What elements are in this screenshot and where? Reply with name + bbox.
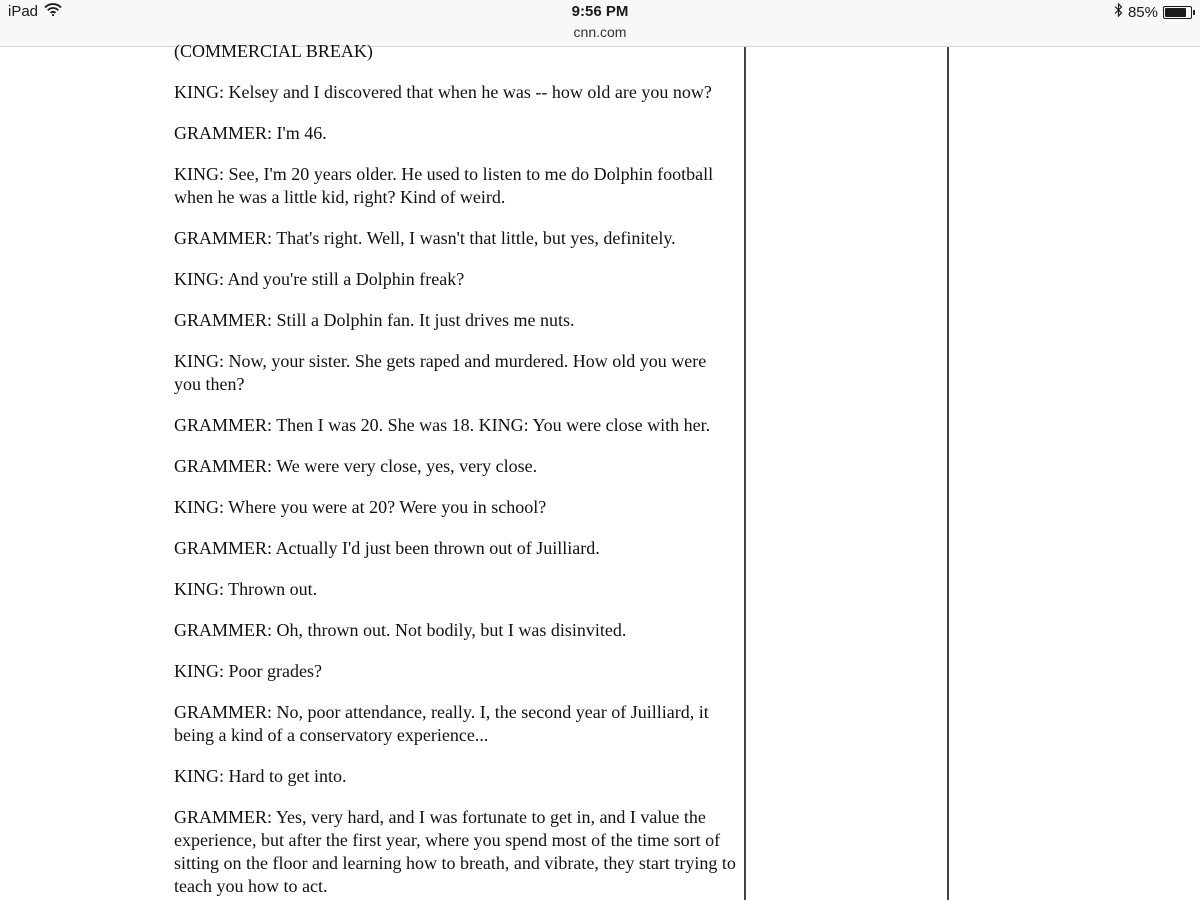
transcript-paragraph: KING: See, I'm 20 years older. He used to listen to me do Dolphin football when he was a little kid, right? Kind of weird. (174, 164, 714, 207)
transcript-paragraph: GRAMMER: Oh, thrown out. Not bodily, but I was disinvited. (174, 620, 627, 640)
transcript-paragraph: GRAMMER: No, poor attendance, really. I, the second year of Juilliard, it being a kind of a conservatory experience... (174, 702, 709, 745)
transcript-paragraph: GRAMMER: We were very close, yes, very close. (174, 456, 538, 476)
transcript-paragraph: KING: Where you were at 20? Were you in school? (174, 497, 547, 517)
transcript-paragraph: GRAMMER: Actually I'd just been thrown out of Juilliard. (174, 538, 600, 558)
battery-fill (1165, 8, 1186, 17)
column-divider-left (744, 47, 746, 900)
status-right (1114, 3, 1192, 21)
transcript-paragraph: KING: Poor grades? (174, 661, 322, 681)
transcript-paragraph: GRAMMER: Then I was 20. She was 18. KING: You were close with her. (174, 415, 711, 435)
transcript-paragraph: KING: Thrown out. (174, 579, 318, 599)
status-time: 9:56 PM (571, 3, 629, 20)
transcript-paragraph: (COMMERCIAL BREAK) (174, 41, 373, 61)
transcript-paragraph: KING: Kelsey and I discovered that when he was -- how old are you now? (174, 82, 712, 102)
transcript-paragraph: KING: And you're still a Dolphin freak? (174, 269, 465, 289)
transcript-paragraph: GRAMMER: Still a Dolphin fan. It just drives me nuts. (174, 310, 575, 330)
transcript-paragraph: GRAMMER: I'm 46. (174, 123, 327, 143)
transcript-paragraph: GRAMMER: Yes, very hard, and I was fortunate to get in, and I value the experience, but after the first year, where you spend most of the time sort of sitting on the floor and learning how to breath, and vibrate, they start trying to teach you how to act. (174, 807, 736, 896)
battery-icon (1163, 6, 1192, 19)
transcript-paragraph: KING: Hard to get into. (174, 766, 347, 786)
battery-nub (1193, 10, 1195, 15)
column-divider-right (947, 47, 949, 900)
bluetooth-icon (1114, 3, 1123, 21)
device-label: iPad (8, 3, 39, 20)
battery-percent: 85% (1127, 3, 1158, 21)
transcript-paragraph: KING: Now, your sister. She gets raped and murdered. How old you were you then? (174, 351, 707, 394)
address-bar-url[interactable]: cnn.com (573, 24, 627, 40)
transcript-body (174, 40, 736, 900)
transcript-paragraph: GRAMMER: That's right. Well, I wasn't that little, but yes, definitely. (174, 228, 676, 248)
